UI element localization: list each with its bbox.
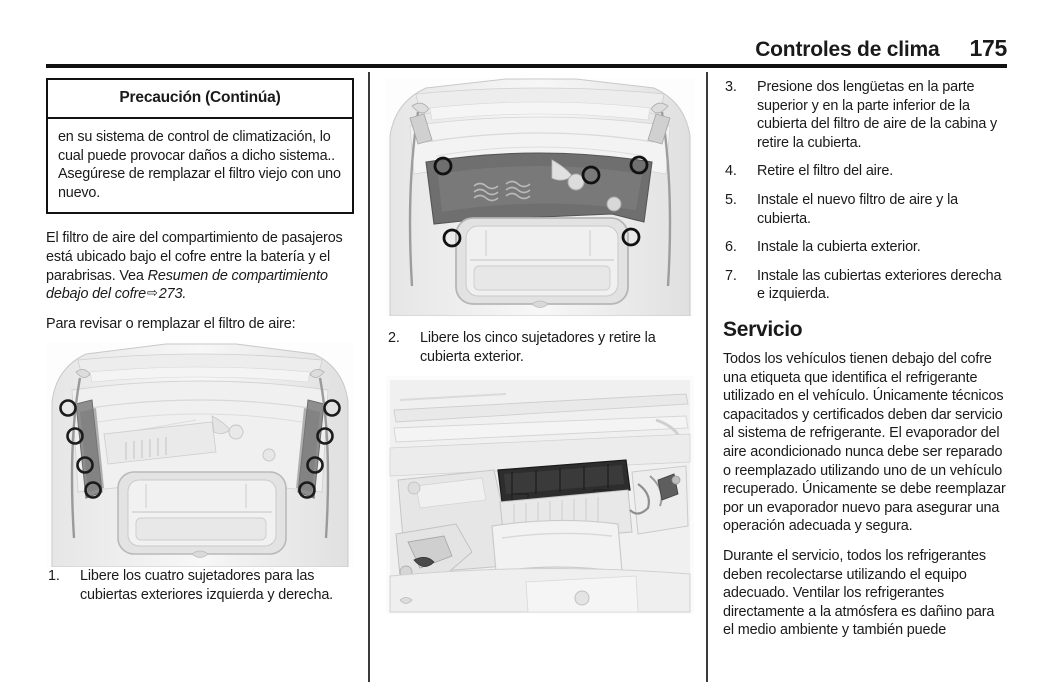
step-number-3: 3. xyxy=(725,79,737,95)
page-title: Controles de clima xyxy=(755,38,940,61)
filter-location-paragraph xyxy=(46,229,354,303)
left-column xyxy=(46,78,354,615)
page-header xyxy=(46,26,1007,60)
cross-reference-arrow-icon: ⇨ xyxy=(147,285,158,301)
step-number-1: 1. xyxy=(48,568,60,585)
procedure-intro-paragraph: Para revisar o remplazar el filtro de aire: xyxy=(46,315,296,332)
filter-location-text-part1: El filtro de aire del compartimiento de pasajeros está ubicado bajo el cofre entre la batería y el parabrisas. Vea xyxy=(46,230,343,284)
step-text-5: Instale el nuevo filtro de aire y la cubierta. xyxy=(757,191,958,227)
cross-reference-title: Resumen de compartimiento debajo del cofre xyxy=(46,267,328,303)
step-item-7 xyxy=(723,267,1009,304)
step-item-2 xyxy=(386,329,694,366)
cross-reference-page: 273. xyxy=(158,286,187,303)
column-divider-left xyxy=(368,72,370,682)
servicio-paragraph-1: Todos los vehículos tienen debajo del cofre una etiqueta que identifica el refrigerante utilizado en el vehículo. Únicamente técnicos capacitados y certificados deben dar servicio al sistema de refrigerante. El evaporador del aire acondicionado nunca debe ser reparado o reemplazado utilizando uno de un vehículo recuperado. Únicamente se debe reemplazar por un evaporador nuevo para asegurar una operación adecuada y segura. xyxy=(723,351,1006,535)
step-text-6: Instale la cubierta exterior. xyxy=(757,239,921,256)
step-text-4: Retire el filtro del aire. xyxy=(757,163,894,180)
section-heading-servicio: Servicio xyxy=(723,317,803,341)
caution-heading: Precaución (Continúa) xyxy=(48,80,352,119)
step-item-5 xyxy=(723,191,1009,228)
caution-box xyxy=(46,78,354,214)
column-divider-right xyxy=(706,72,708,682)
figure-underhood-five-fasteners xyxy=(386,78,694,316)
step-text-2: Libere los cinco sujetadores y retire la cubierta exterior. xyxy=(420,330,656,365)
step-item-1 xyxy=(46,567,354,604)
step-number-6: 6. xyxy=(725,239,737,256)
figure-underhood-outer-covers xyxy=(46,342,354,567)
step-text-7: Instale las cubiertas exteriores derecha e izquierda. xyxy=(757,267,1002,303)
step-number-2: 2. xyxy=(388,330,400,346)
header-rule xyxy=(46,64,1007,68)
steps-list-middle xyxy=(386,329,694,366)
steps-list-right xyxy=(723,78,1009,304)
steps-list-left xyxy=(46,567,354,604)
step-item-4 xyxy=(723,162,1009,181)
step-number-5: 5. xyxy=(725,191,737,208)
step-number-4: 4. xyxy=(725,163,737,180)
step-number-7: 7. xyxy=(725,267,737,284)
caution-body-text: en su sistema de control de climatización, lo cual puede provocar daños a dicho sistema.. Asegúrese de remplazar el filtro viejo con uno nuevo. xyxy=(58,129,341,201)
right-column xyxy=(723,78,1009,651)
middle-column xyxy=(386,78,694,614)
servicio-paragraph-2: Durante el servicio, todos los refrigerantes deben recolectarse utilizando el equipo adecuado. Ventilar los refrigerantes directamente a la atmósfera es dañino para el medio ambiente y también puede xyxy=(723,547,995,639)
step-text-1: Libere los cuatro sujetadores para las cubiertas exteriores izquierda y derecha. xyxy=(80,568,334,603)
figure-cabin-filter-cover-closeup xyxy=(386,376,694,614)
step-item-3 xyxy=(723,78,1009,152)
step-text-3: Presione dos lengüetas en la parte superior y en la parte inferior de la cubierta del filtro de aire de la cabina y retire la cubierta. xyxy=(757,79,998,151)
step-item-6 xyxy=(723,238,1009,257)
page-number: 175 xyxy=(969,35,1007,61)
